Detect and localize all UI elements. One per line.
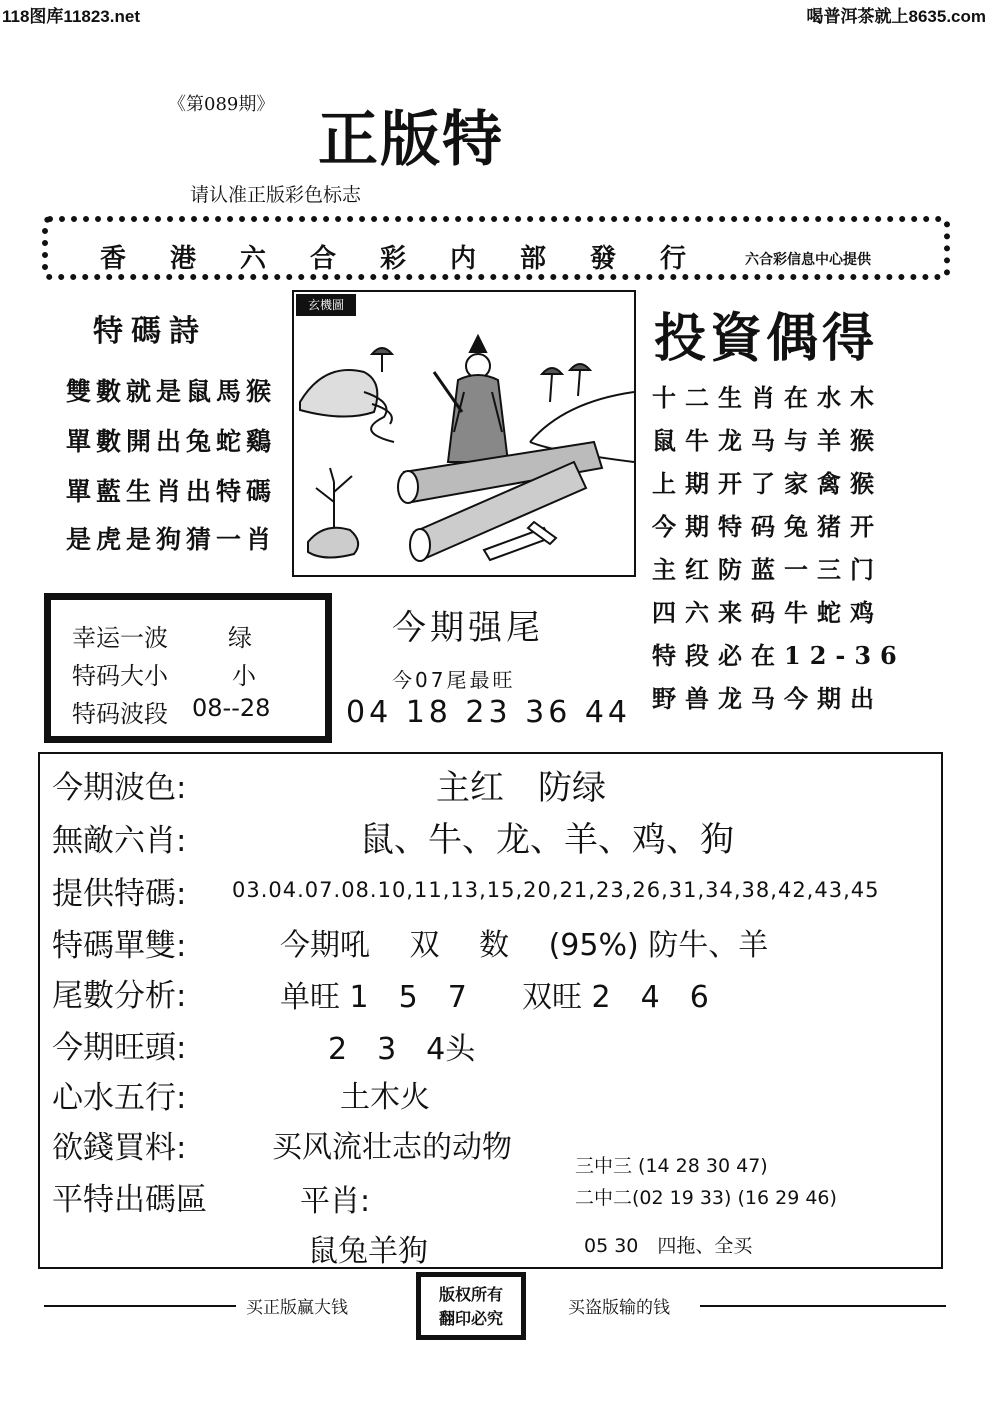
band-subtitle: 六合彩信息中心提供 bbox=[745, 252, 871, 268]
invest-line: 上期开了家禽猴 bbox=[652, 469, 883, 498]
invest-line: 十二生肖在水木 bbox=[652, 383, 883, 412]
wave-color-value: 主红 防绿 bbox=[436, 768, 606, 808]
invest-line: 野兽龙马今期出 bbox=[652, 684, 883, 713]
range-label: 特码波段 bbox=[72, 700, 168, 728]
head-label: 今期旺頭: bbox=[52, 1030, 187, 1066]
footer-right-text: 买盗版输的钱 bbox=[568, 1298, 670, 1318]
tail-single-value: 单旺 1 5 7 bbox=[280, 980, 467, 1015]
invest-line: 鼠牛龙马与羊猴 bbox=[652, 426, 883, 455]
poem-title: 特碼詩 bbox=[93, 314, 207, 349]
wave-color-label: 今期波色: bbox=[52, 770, 187, 806]
combo-three: 三中三 (14 28 30 47) bbox=[575, 1155, 768, 1177]
invest-line: 特段必在12-36 bbox=[652, 641, 906, 670]
special-code-value: 03.04.07.08.10,11,13,15,20,21,23,26,31,34,38,42,43,45 bbox=[232, 878, 880, 902]
tail-analysis-label: 尾數分析: bbox=[52, 978, 187, 1014]
range-value: 08--28 bbox=[192, 694, 271, 722]
combo-drag: 05 30 四拖、全买 bbox=[584, 1235, 753, 1257]
flat-sub-label: 平肖: bbox=[300, 1184, 371, 1219]
poem-line: 單數開出兔蛇鷄 bbox=[66, 427, 277, 456]
copyright-box bbox=[416, 1272, 526, 1340]
invest-line: 主红防蓝一三门 bbox=[652, 555, 883, 584]
strong-tail-title: 今期强尾 bbox=[392, 608, 544, 648]
odd-even-value: 今期吼 双 数 (95%) 防牛、羊 bbox=[280, 928, 769, 963]
site-name-right: 喝普洱茶就上8635.com bbox=[806, 7, 986, 26]
mystery-picture bbox=[292, 290, 636, 577]
main-title: 正版特 bbox=[318, 105, 504, 175]
sage-illustration bbox=[294, 292, 634, 575]
strong-tail-numbers: 04 18 23 36 44 bbox=[346, 695, 632, 730]
footer-divider-right bbox=[700, 1305, 946, 1307]
element-value: 土木火 bbox=[340, 1080, 430, 1115]
size-value: 小 bbox=[232, 662, 256, 690]
footer-divider-left bbox=[44, 1305, 236, 1307]
poem-line: 單藍生肖出特碼 bbox=[66, 477, 277, 506]
six-zodiac-value: 鼠、牛、龙、羊、鸡、狗 bbox=[360, 820, 734, 860]
invest-line: 四六来码牛蛇鸡 bbox=[652, 598, 883, 627]
buy-value: 买风流壮志的动物 bbox=[272, 1130, 512, 1165]
special-code-label: 提供特碼: bbox=[52, 876, 187, 912]
issue-label: 《第089期》 bbox=[168, 94, 275, 115]
six-zodiac-label: 無敵六肖: bbox=[52, 823, 187, 859]
flat-label: 平特出碼區 bbox=[52, 1182, 207, 1218]
poem-line: 雙數就是鼠馬猴 bbox=[66, 377, 277, 406]
head-value: 2 3 4头 bbox=[328, 1032, 476, 1067]
buy-label: 欲錢買料: bbox=[52, 1130, 187, 1166]
copyright-line1: 版权所有 bbox=[438, 1285, 503, 1304]
combo-two: 二中二(02 19 33) (16 29 46) bbox=[575, 1187, 837, 1209]
band-title: 香港六合彩内部發行 bbox=[100, 244, 731, 274]
footer-left-text: 买正版赢大钱 bbox=[246, 1298, 348, 1318]
invest-line: 今期特码兔猪开 bbox=[652, 512, 883, 541]
lucky-wave-label: 幸运一波 bbox=[72, 624, 168, 652]
site-name-left: 118图库11823.net bbox=[2, 7, 140, 26]
odd-even-label: 特碼單雙: bbox=[52, 928, 187, 964]
title-mask bbox=[528, 88, 688, 208]
invest-title: 投資偶得 bbox=[654, 308, 879, 369]
picture-tag: 玄機圖 bbox=[296, 294, 356, 316]
notice-text: 请认准正版彩色标志 bbox=[190, 184, 362, 206]
size-label: 特码大小 bbox=[72, 662, 168, 690]
lucky-wave-value: 绿 bbox=[228, 624, 252, 652]
flat-animals: 鼠兔羊狗 bbox=[308, 1234, 428, 1269]
strong-tail-sub: 今07尾最旺 bbox=[392, 668, 516, 692]
tail-double-value: 双旺 2 4 6 bbox=[522, 980, 709, 1015]
poem-line: 是虎是狗猜一肖 bbox=[66, 525, 277, 554]
element-label: 心水五行: bbox=[52, 1080, 187, 1116]
copyright-line2: 翻印必究 bbox=[438, 1309, 503, 1328]
